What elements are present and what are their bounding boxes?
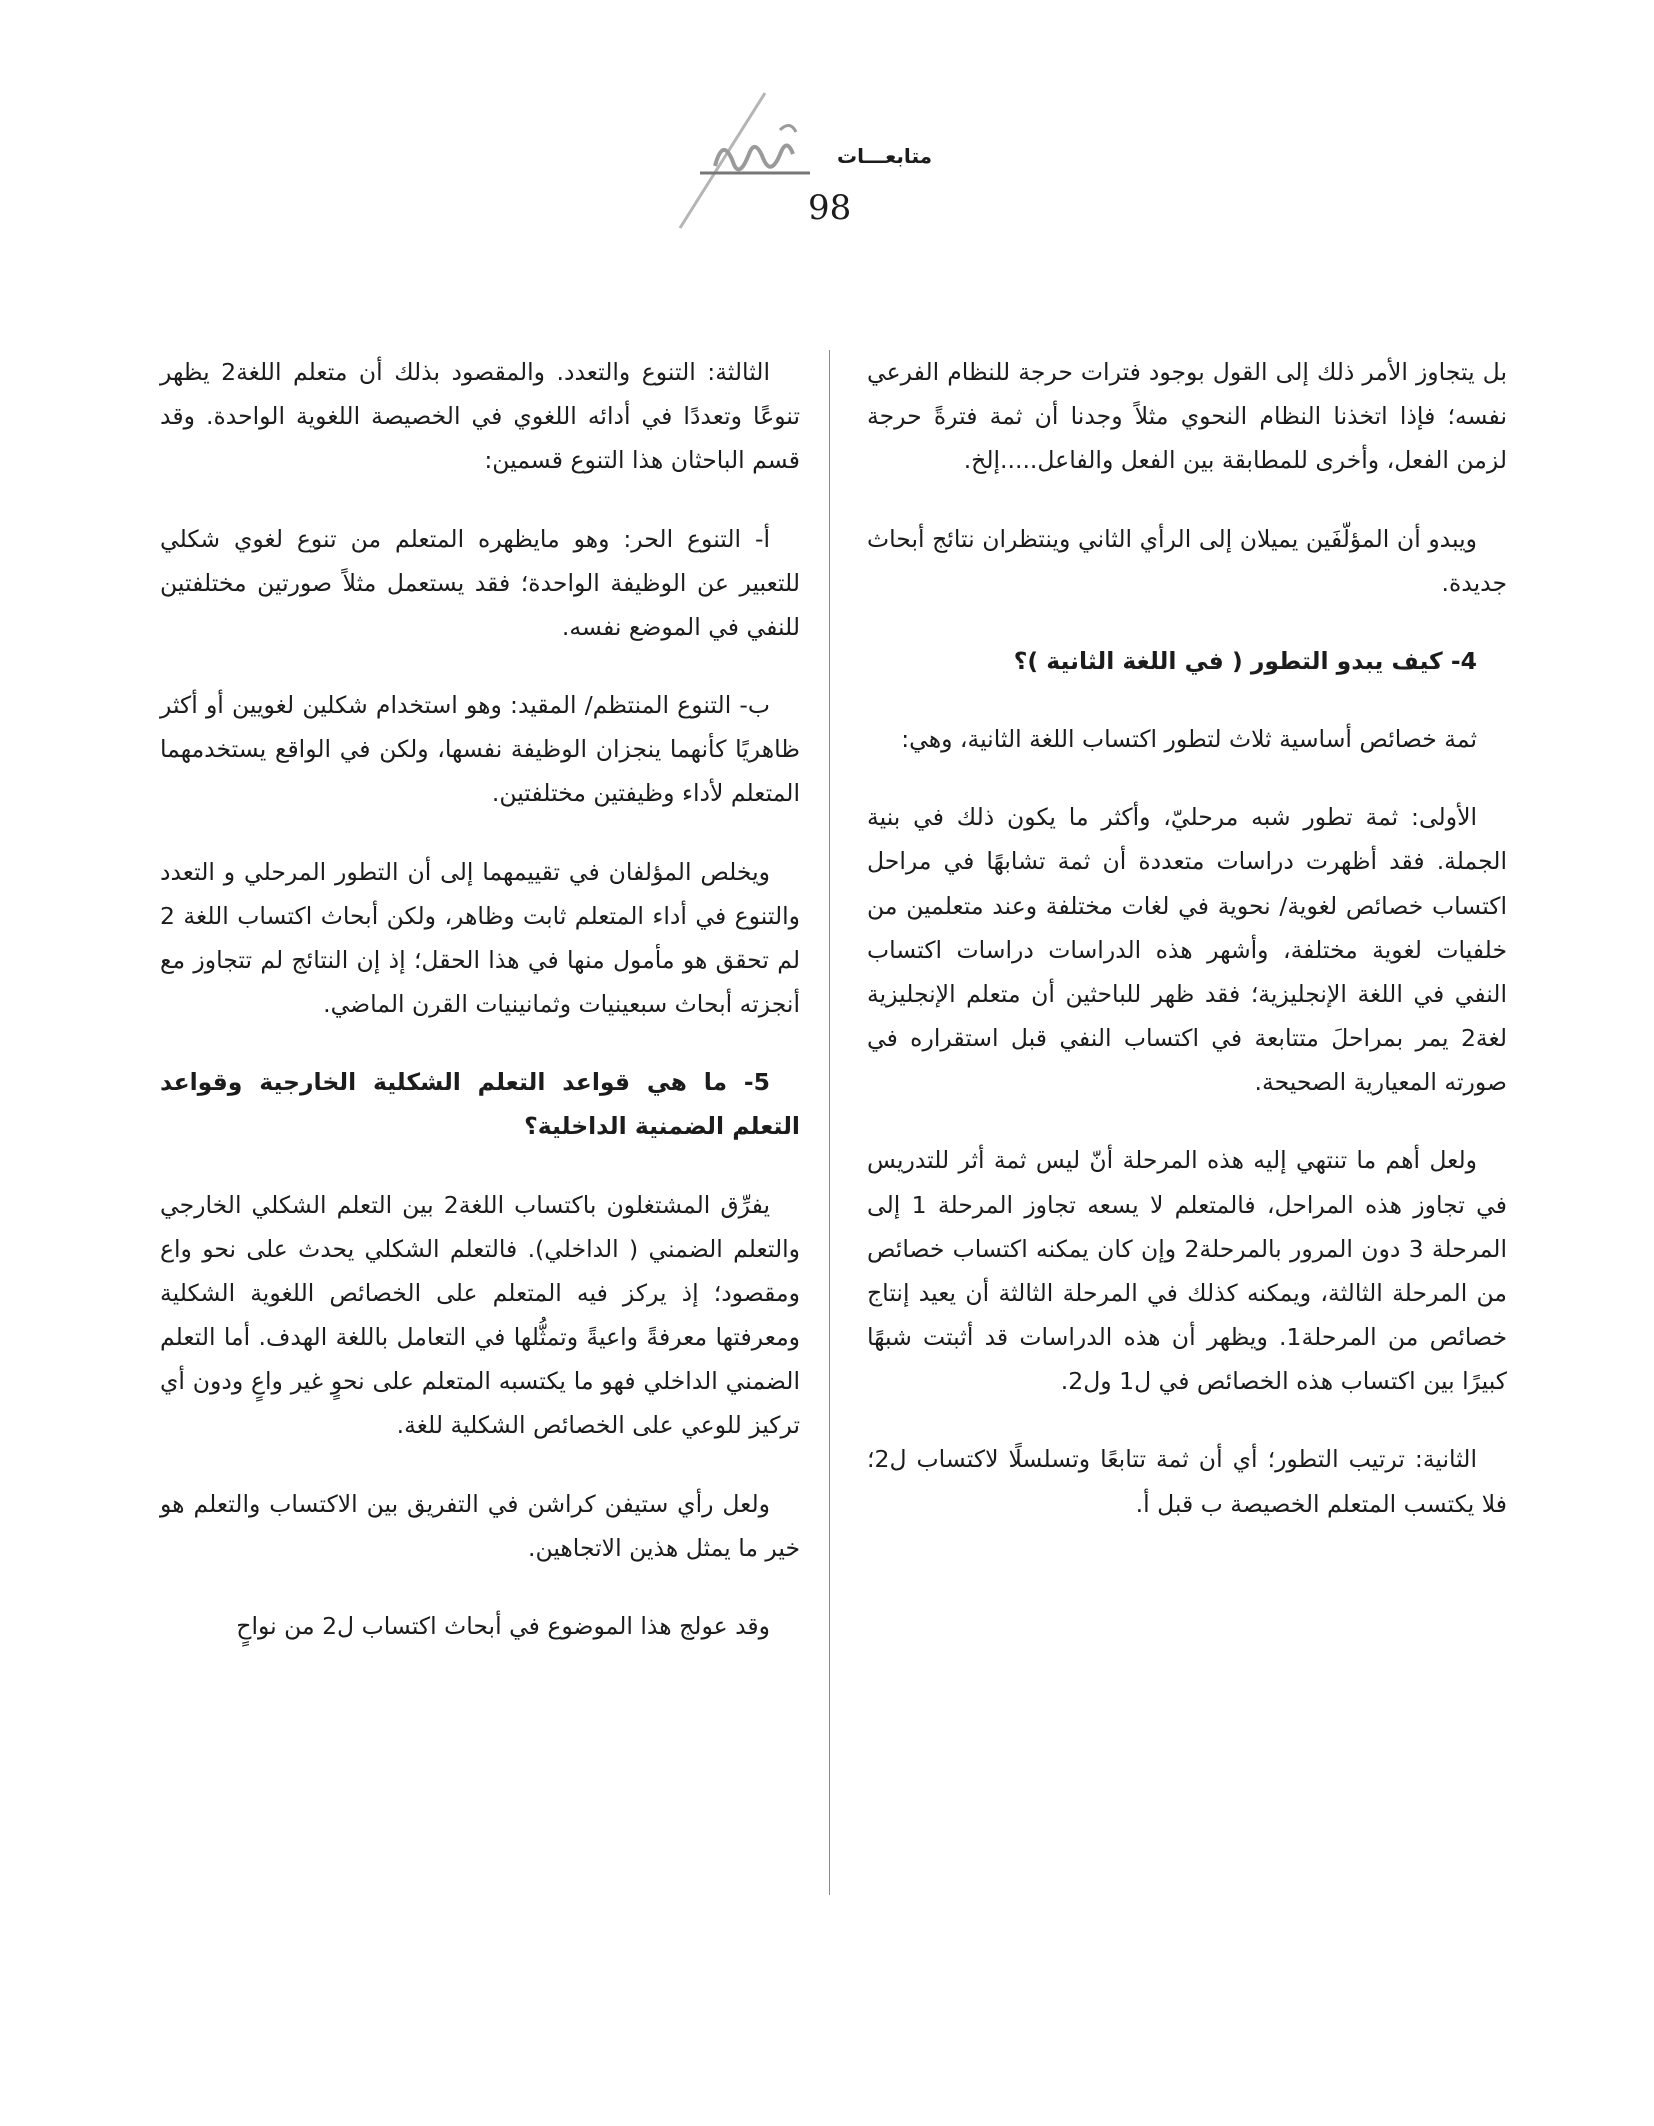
paragraph: ثمة خصائص أساسية ثلاث لتطور اكتساب اللغة الثانية، وهي:: [901, 725, 1477, 754]
column-divider: [829, 350, 830, 1895]
paragraph: ويخلص المؤلفان في تقييمهما إلى أن التطور المرحلي و التعدد والتنوع في أداء المتعلم ثابت وظاهر، ولكن أبحاث اكتساب اللغة 2 لم تحقق هو مأمول منها في هذا الحقل؛ إذ إن النتائج لم تتجاوز مع أنجزته أبحاث سبعينيات وثمانينيات القرن الماضي.: [160, 857, 800, 1019]
paragraph: ولعل أهم ما تنتهي إليه هذه المرحلة أنّ ليس ثمة أثر للتدريس في تجاوز هذه المراحل، فالمتعلم لا يسعه تجاوز المرحلة 1 إلى المرحلة 3 دون المرور بالمرحلة2 وإن كان يمكنه اكتساب خصائص من المرحلة الثالثة، ويمكنه كذلك في المرحلة الثالثة أن يعيد إنتاج خصائص من المرحلة1. ويظهر أن هذه الدراسات قد أثبتت شبهًا كبيرًا بين اكتساب هذه الخصائص في ل1 ول2.: [867, 1146, 1507, 1396]
page-number: 98: [808, 188, 852, 228]
section-heading: 4- كيف يبدو التطور ( في اللغة الثانية )؟: [1013, 646, 1477, 675]
section-heading: 5- ما هي قواعد التعلم الشكلية الخارجية وقواعد التعلم الضمنية الداخلية؟: [160, 1068, 800, 1141]
paragraph: وقد عولج هذا الموضوع في أبحاث اكتساب ل2 من نواحٍ: [236, 1611, 770, 1640]
section-label: متابعـــات: [837, 144, 932, 168]
left-column: [160, 350, 800, 1682]
right-column: [867, 350, 1507, 1560]
paragraph: الأولى: ثمة تطور شبه مرحليّ، وأكثر ما يكون ذلك في بنية الجملة. فقد أظهرت دراسات متعددة أن ثمة تشابهًا في مراحل اكتساب خصائص لغوية/ نحوية في لغات مختلفة وعند متعلمين من خلفيات لغوية مختلفة، وأشهر هذه الدراسات دراسات اكتساب النفي في اللغة الإنجليزية؛ فقد ظهر للباحثين أن متعلم الإنجليزية لغة2 يمر بمراحلَ متتابعة في اكتساب النفي قبل استقراره في صورته المعيارية الصحيحة.: [867, 803, 1507, 1097]
page-header: [660, 88, 980, 238]
paragraph: بل يتجاوز الأمر ذلك إلى القول بوجود فترات حرجة للنظام الفرعي نفسه؛ فإذا اتخذنا النظام النحوي مثلاً وجدنا أن ثمة فترةً حرجة لزمن الفعل، وأخرى للمطابقة بين الفعل والفاعل.....إلخ.: [867, 358, 1507, 475]
paragraph: ولعل رأي ستيفن كراشن في التفريق بين الاكتساب والتعلم هو خير ما يمثل هذين الاتجاهين.: [160, 1489, 800, 1562]
paragraph: ب- التنوع المنتظم/ المقيد: وهو استخدام شكلين لغويين أو أكثر ظاهريًا كأنهما ينجزان الوظيفة نفسها، ولكن في الواقع يستخدمهما المتعلم لأداء وظيفتين مختلفتين.: [160, 691, 800, 808]
paragraph: يفرِّق المشتغلون باكتساب اللغة2 بين التعلم الشكلي الخارجي والتعلم الضمني ( الداخلي). فالتعلم الشكلي يحدث على نحو واع ومقصود؛ إذ يركز فيه المتعلم على الخصائص اللغوية الشكلية ومعرفتها معرفةً واعيةً وتمثُّلها في التعامل باللغة الهدف. أما التعلم الضمني الداخلي فهو ما يكتسبه المتعلم على نحوٍ غير واعٍ ودون أي تركيز للوعي على الخصائص الشكلية للغة.: [160, 1190, 800, 1440]
paragraph: الثانية: ترتيب التطور؛ أي أن ثمة تتابعًا وتسلسلًا لاكتساب ل2؛ فلا يكتسب المتعلم الخصيصة ب قبل أ.: [867, 1445, 1507, 1518]
paragraph: الثالثة: التنوع والتعدد. والمقصود بذلك أن متعلم اللغة2 يظهر تنوعًا وتعددًا في أدائه اللغوي في الخصيصة اللغوية الواحدة. وقد قسم الباحثان هذا التنوع قسمين:: [160, 358, 800, 475]
paragraph: أ- التنوع الحر: وهو مايظهره المتعلم من تنوع لغوي شكلي للتعبير عن الوظيفة الواحدة؛ فقد يستعمل مثلاً صورتين مختلفتين للنفي في الموضع نفسه.: [160, 524, 800, 641]
paragraph: ويبدو أن المؤلّفَين يميلان إلى الرأي الثاني وينتظران نتائج أبحاث جديدة.: [867, 524, 1507, 597]
